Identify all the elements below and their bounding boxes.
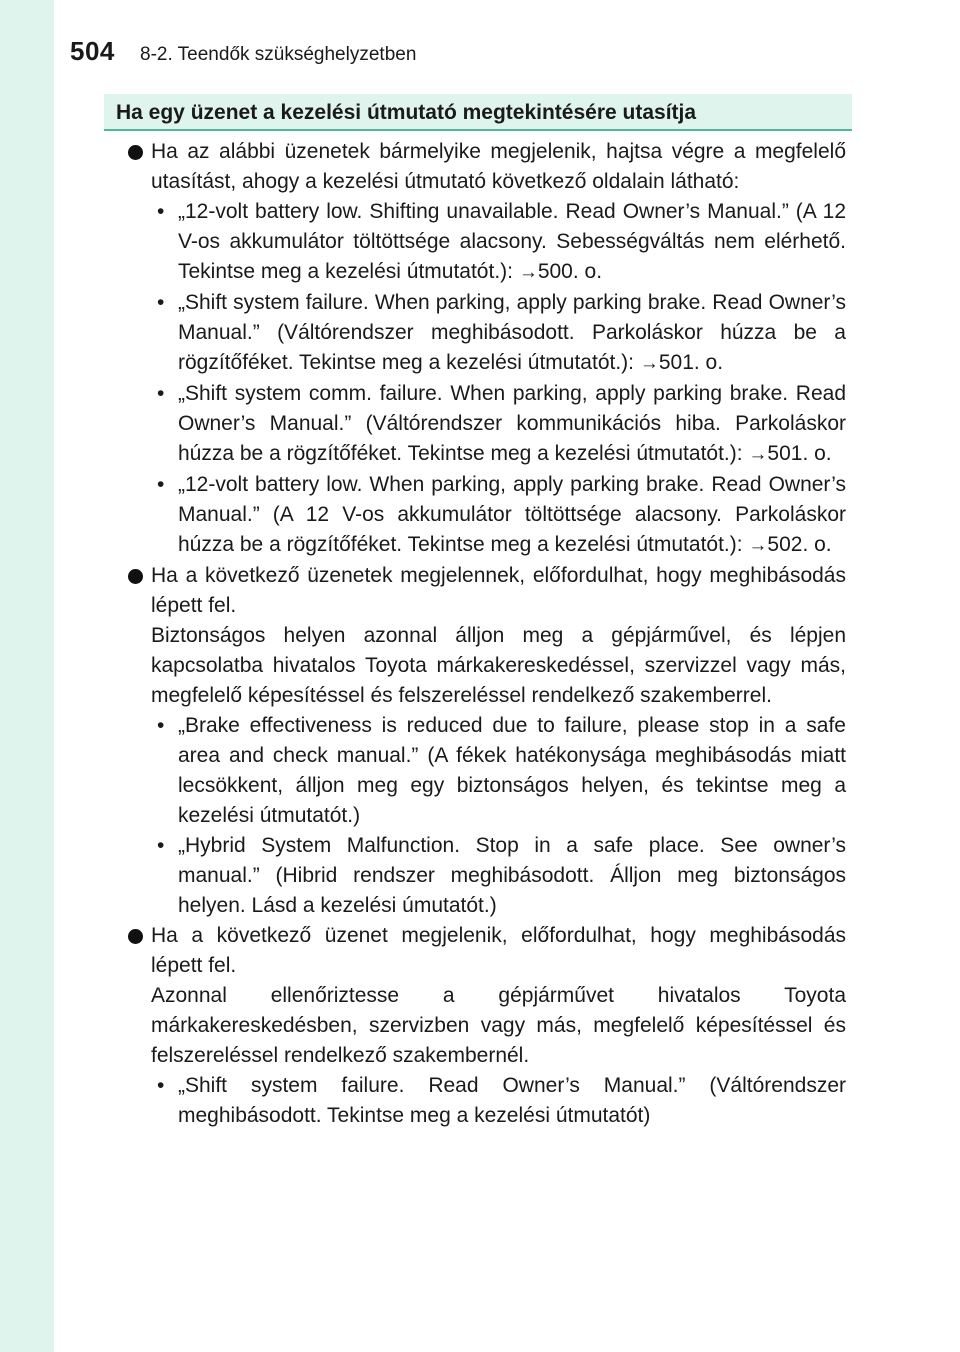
bullet-paragraph <box>128 561 846 621</box>
message-text: „Hybrid System Malfunction. Stop in a safe place. See owner’s manual.” (Hibrid rendszer meghibásodott. Álljon meg biztonságos helyen. Lásd a kezelési úmutatót.) <box>178 834 846 917</box>
small-bullet-icon: • <box>157 382 165 405</box>
message-text: „12-volt battery low. Shifting unavailable. Read Owner’s Manual.” (A 12 V-os akkumulátor töltöttsége alacsony. Sebességváltás nem elérhető. Tekintse meg a kezelési útmutatót.): <box>178 200 846 283</box>
page-ref-arrow-icon: → <box>748 535 768 556</box>
message-text: „12-volt battery low. When parking, apply parking brake. Read Owner’s Manual.” (A 12 V-os akkumulátor töltöttsége alacsony. Parkoláskor húzza be a rögzítőféket. Tekintse meg a kezelési útmutatót.): <box>178 473 846 556</box>
bullet-paragraph <box>128 921 846 981</box>
box-title <box>104 94 852 131</box>
message-text: „Shift system failure. When parking, apply parking brake. Read Owner’s Manual.” (Váltórendszer meghibásodott. Parkoláskor húzza be a rögzítőféket. Tekintse meg a kezelési útmutatót.): <box>178 291 846 374</box>
page-reference[interactable]: 500. o. <box>537 260 603 283</box>
bullet-paragraph-text: Ha a következő üzenet megjelenik, előfordulhat, hogy meghibásodás lépett fel. <box>151 924 846 977</box>
message-list-item <box>128 711 846 831</box>
page-reference[interactable]: 501. o. <box>658 351 724 374</box>
round-bullet-icon <box>128 145 143 160</box>
message-list-item <box>128 288 846 379</box>
page-number: 504 <box>70 36 115 66</box>
page-ref-arrow-icon: → <box>748 444 768 465</box>
page-ref-arrow-icon: → <box>518 262 538 283</box>
body-paragraph: Azonnal ellenőriztesse a gépjárművet hivatalos Toyota márkakereskedésben, szervizben vagy más, megfelelő képesítéssel és felszereléssel rendelkező szakembernél. <box>151 984 846 1067</box>
small-bullet-icon: • <box>157 834 165 857</box>
message-text: „Brake effectiveness is reduced due to failure, please stop in a safe area and check manual.” (A fékek hatékonysága meghibásodás miatt lecsökkent, álljon meg egy biztonságos helyen, és tekintse meg a kezelési útmutatót.) <box>178 714 846 827</box>
message-list-item <box>128 197 846 288</box>
section-header: 8-2. Teendők szükséghelyzetben <box>140 44 417 65</box>
bullet-paragraph-text: Ha az alábbi üzenetek bármelyike megjelenik, hajtsa végre a megfelelő utasítást, ahogy a kezelési útmutató következő oldalain látható: <box>151 140 846 193</box>
page-reference[interactable]: 501. o. <box>767 442 832 465</box>
message-list-item <box>128 831 846 921</box>
small-bullet-icon: • <box>157 291 165 314</box>
body-paragraph: Biztonságos helyen azonnal álljon meg a gépjárművel, és lépjen kapcsolatba hivatalos Toyota márkakereskedéssel, szervizzel vagy más, megfelelő képesítéssel és felszereléssel rendelkező szakemberrel. <box>151 624 846 707</box>
message-list-item <box>128 1071 846 1131</box>
message-text: „Shift system comm. failure. When parking, apply parking brake. Read Owner’s Manual.” (Váltórendszer kommunikációs hiba. Parkoláskor húzza be a rögzítőféket. Tekintse meg a kezelési útmutatót.): <box>178 382 846 465</box>
bullet-paragraph-text: Ha a következő üzenetek megjelennek, előfordulhat, hogy meghibásodás lépett fel. <box>151 564 846 617</box>
side-tab-strip <box>0 0 54 1352</box>
message-list-item <box>128 470 846 561</box>
bullet-paragraph <box>128 137 846 197</box>
small-bullet-icon: • <box>157 714 165 737</box>
page-ref-arrow-icon: → <box>639 353 659 374</box>
message-text: „Shift system failure. Read Owner’s Manual.” (Váltórendszer meghibásodott. Tekintse meg a kezelési útmutatót) <box>178 1074 846 1127</box>
page-body <box>128 137 846 1131</box>
page-reference[interactable]: 502. o. <box>767 533 832 556</box>
round-bullet-icon <box>128 929 143 944</box>
round-bullet-icon <box>128 569 143 584</box>
message-list-item <box>128 379 846 470</box>
small-bullet-icon: • <box>157 1074 165 1097</box>
small-bullet-icon: • <box>157 200 165 223</box>
box-title-text: Ha egy üzenet a kezelési útmutató megtekintésére utasítja <box>116 101 697 124</box>
small-bullet-icon: • <box>157 473 165 496</box>
